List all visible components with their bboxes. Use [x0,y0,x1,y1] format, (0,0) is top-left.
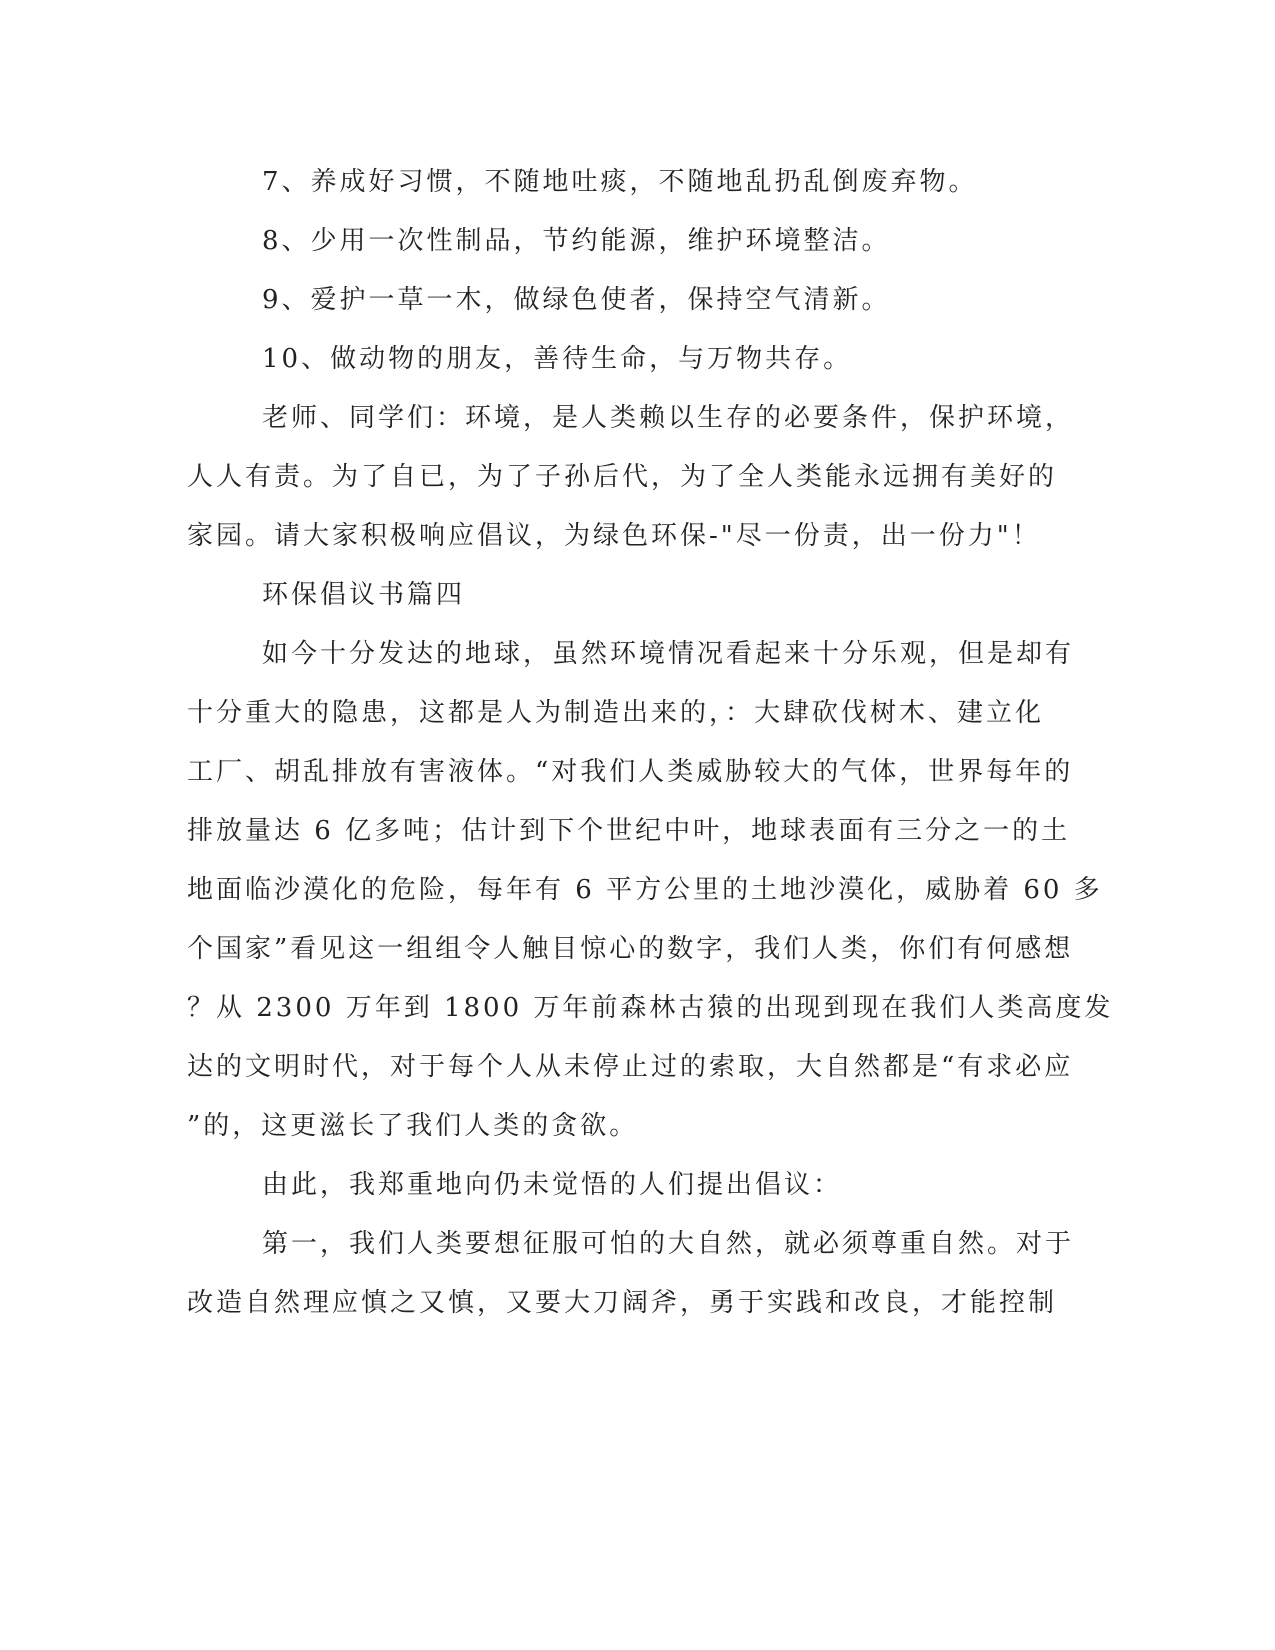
body-paragraph-line: 工厂、胡乱排放有害液体。“对我们人类威胁较大的气体，世界每年的 [187,757,1074,787]
body-paragraph-line: 地面临沙漠化的危险，每年有 6 平方公里的土地沙漠化，威胁着 60 多 [187,875,1103,905]
body-paragraph-line: 个国家”看见这一组组令人触目惊心的数字，我们人类，你们有何感想 [187,934,1074,964]
list-item-9: 9、爱护一草一木，做绿色使者，保持空气清新。 [262,285,891,315]
proposal-item-line: 改造自然理应慎之又慎，又要大刀阔斧，勇于实践和改良，才能控制 [187,1288,1058,1318]
closing-paragraph-line: 老师、同学们：环境，是人类赖以生存的必要条件，保护环境， [262,403,1075,433]
body-paragraph-line: 达的文明时代，对于每个人从未停止过的索取，大自然都是“有求必应 [187,1052,1074,1082]
closing-paragraph-line: 家园。请大家积极响应倡议，为绿色环保-"尽一份责，出一份力"！ [187,521,1041,551]
body-paragraph-line: ”的，这更滋长了我们人类的贪欲。 [187,1111,639,1141]
body-paragraph-line: 排放量达 6 亿多吨；估计到下个世纪中叶，地球表面有三分之一的土 [187,816,1071,846]
closing-paragraph-line: 人人有责。为了自已，为了子孙后代，为了全人类能永远拥有美好的 [187,462,1058,492]
body-paragraph-line: ？从 2300 万年到 1800 万年前森林古猿的出现到现在我们人类高度发 [187,993,1114,1023]
body-paragraph-line: 十分重大的隐患，这都是人为制造出来的，：大肆砍伐树木、建立化 [187,698,1045,728]
list-item-7: 7、养成好习惯，不随地吐痰，不随地乱扔乱倒废弃物。 [262,167,978,197]
proposal-intro: 由此，我郑重地向仍未觉悟的人们提出倡议： [262,1170,843,1200]
list-item-10: 10、做动物的朋友，善待生命，与万物共存。 [262,344,853,374]
proposal-item-line: 第一，我们人类要想征服可怕的大自然，就必须尊重自然。对于 [262,1229,1075,1259]
list-item-8: 8、少用一次性制品，节约能源，维护环境整洁。 [262,226,891,256]
body-paragraph-line: 如今十分发达的地球，虽然环境情况看起来十分乐观，但是却有 [262,639,1075,669]
section-heading: 环保倡议书篇四 [262,580,466,610]
